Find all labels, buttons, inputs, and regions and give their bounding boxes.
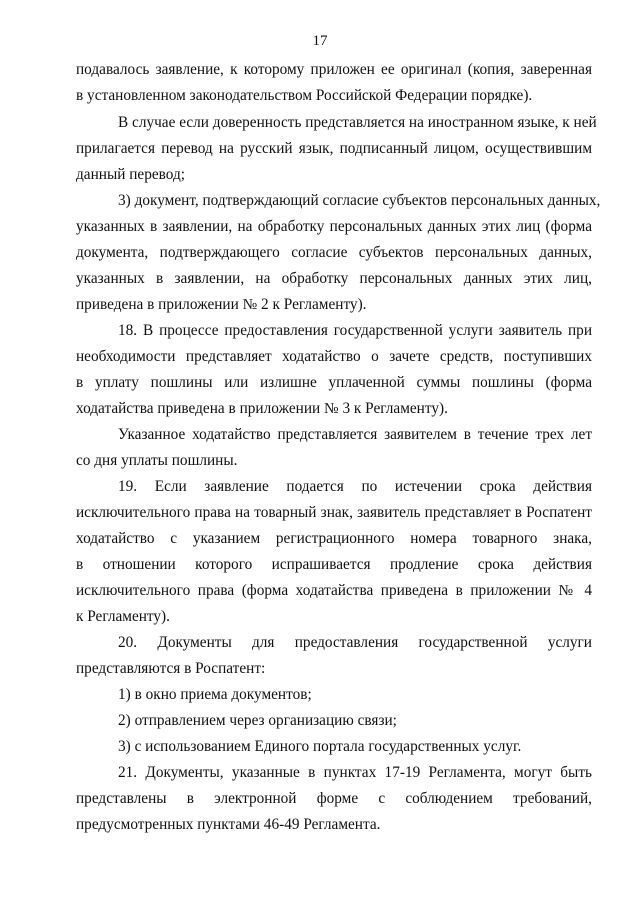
text-line: документа, подтверждающего согласие субъектов персональных данных, [76, 244, 592, 261]
text-line: ходатайство с указанием регистрационного номера товарного знака, [76, 530, 592, 547]
page-number: 17 [312, 33, 328, 49]
text-line: к Регламенту). [76, 608, 170, 625]
text-line: В случае если доверенность представляется на иностранном языке, к ней [118, 114, 597, 131]
list-item: 3) с использованием Единого портала государственных услуг. [118, 738, 522, 755]
text-line: в уплату пошлины или излишне уплаченной суммы пошлины (форма [76, 374, 592, 391]
text-line: представляются в Роспатент: [76, 660, 266, 677]
text-line: 18. В процессе предоставления государственной услуги заявитель при [118, 322, 592, 339]
text-line: 20. Документы для предоставления государственной услуги [118, 634, 592, 651]
text-line: исключительного права (форма ходатайства приведена в приложении № 4 [76, 582, 592, 599]
text-line: прилагается перевод на русский язык, подписанный лицом, осуществившим [76, 140, 592, 157]
text-line: указанных в заявлении, на обработку персональных данных этих лиц, [76, 270, 592, 287]
text-line: представлены в электронной форме с соблюдением требований, [76, 790, 592, 807]
list-item: 1) в окно приема документов; [118, 686, 312, 703]
text-line: 3) документ, подтверждающий согласие субъектов персональных данных, [118, 192, 601, 209]
text-line: указанных в заявлении, на обработку персональных данных этих лиц (форма [76, 218, 592, 235]
text-line: 21. Документы, указанные в пунктах 17-19 Регламента, могут быть [118, 764, 592, 781]
text-line: приведена в приложении № 2 к Регламенту). [76, 296, 367, 313]
text-line: исключительного права на товарный знак, заявитель представляет в Роспатент [76, 504, 592, 521]
text-line: подавалось заявление, к которому приложен ее оригинал (копия, заверенная [76, 61, 592, 78]
text-line: со дня уплаты пошлины. [76, 452, 238, 469]
text-line: предусмотренных пунктами 46-49 Регламента. [76, 816, 381, 833]
text-line: необходимости представляет ходатайство о зачете средств, поступивших [76, 348, 592, 365]
list-item: 2) отправлением через организацию связи; [118, 712, 397, 729]
text-line: данный перевод; [76, 166, 186, 183]
text-line: ходатайства приведена в приложении № 3 к Регламенту). [76, 400, 448, 417]
text-line: в установленном законодательством Российской Федерации порядке). [76, 87, 533, 104]
text-line: 19. Если заявление подается по истечении срока действия [118, 478, 592, 495]
text-line: Указанное ходатайство представляется заявителем в течение трех лет [118, 426, 592, 443]
text-line: в отношении которого испрашивается продление срока действия [76, 556, 592, 573]
